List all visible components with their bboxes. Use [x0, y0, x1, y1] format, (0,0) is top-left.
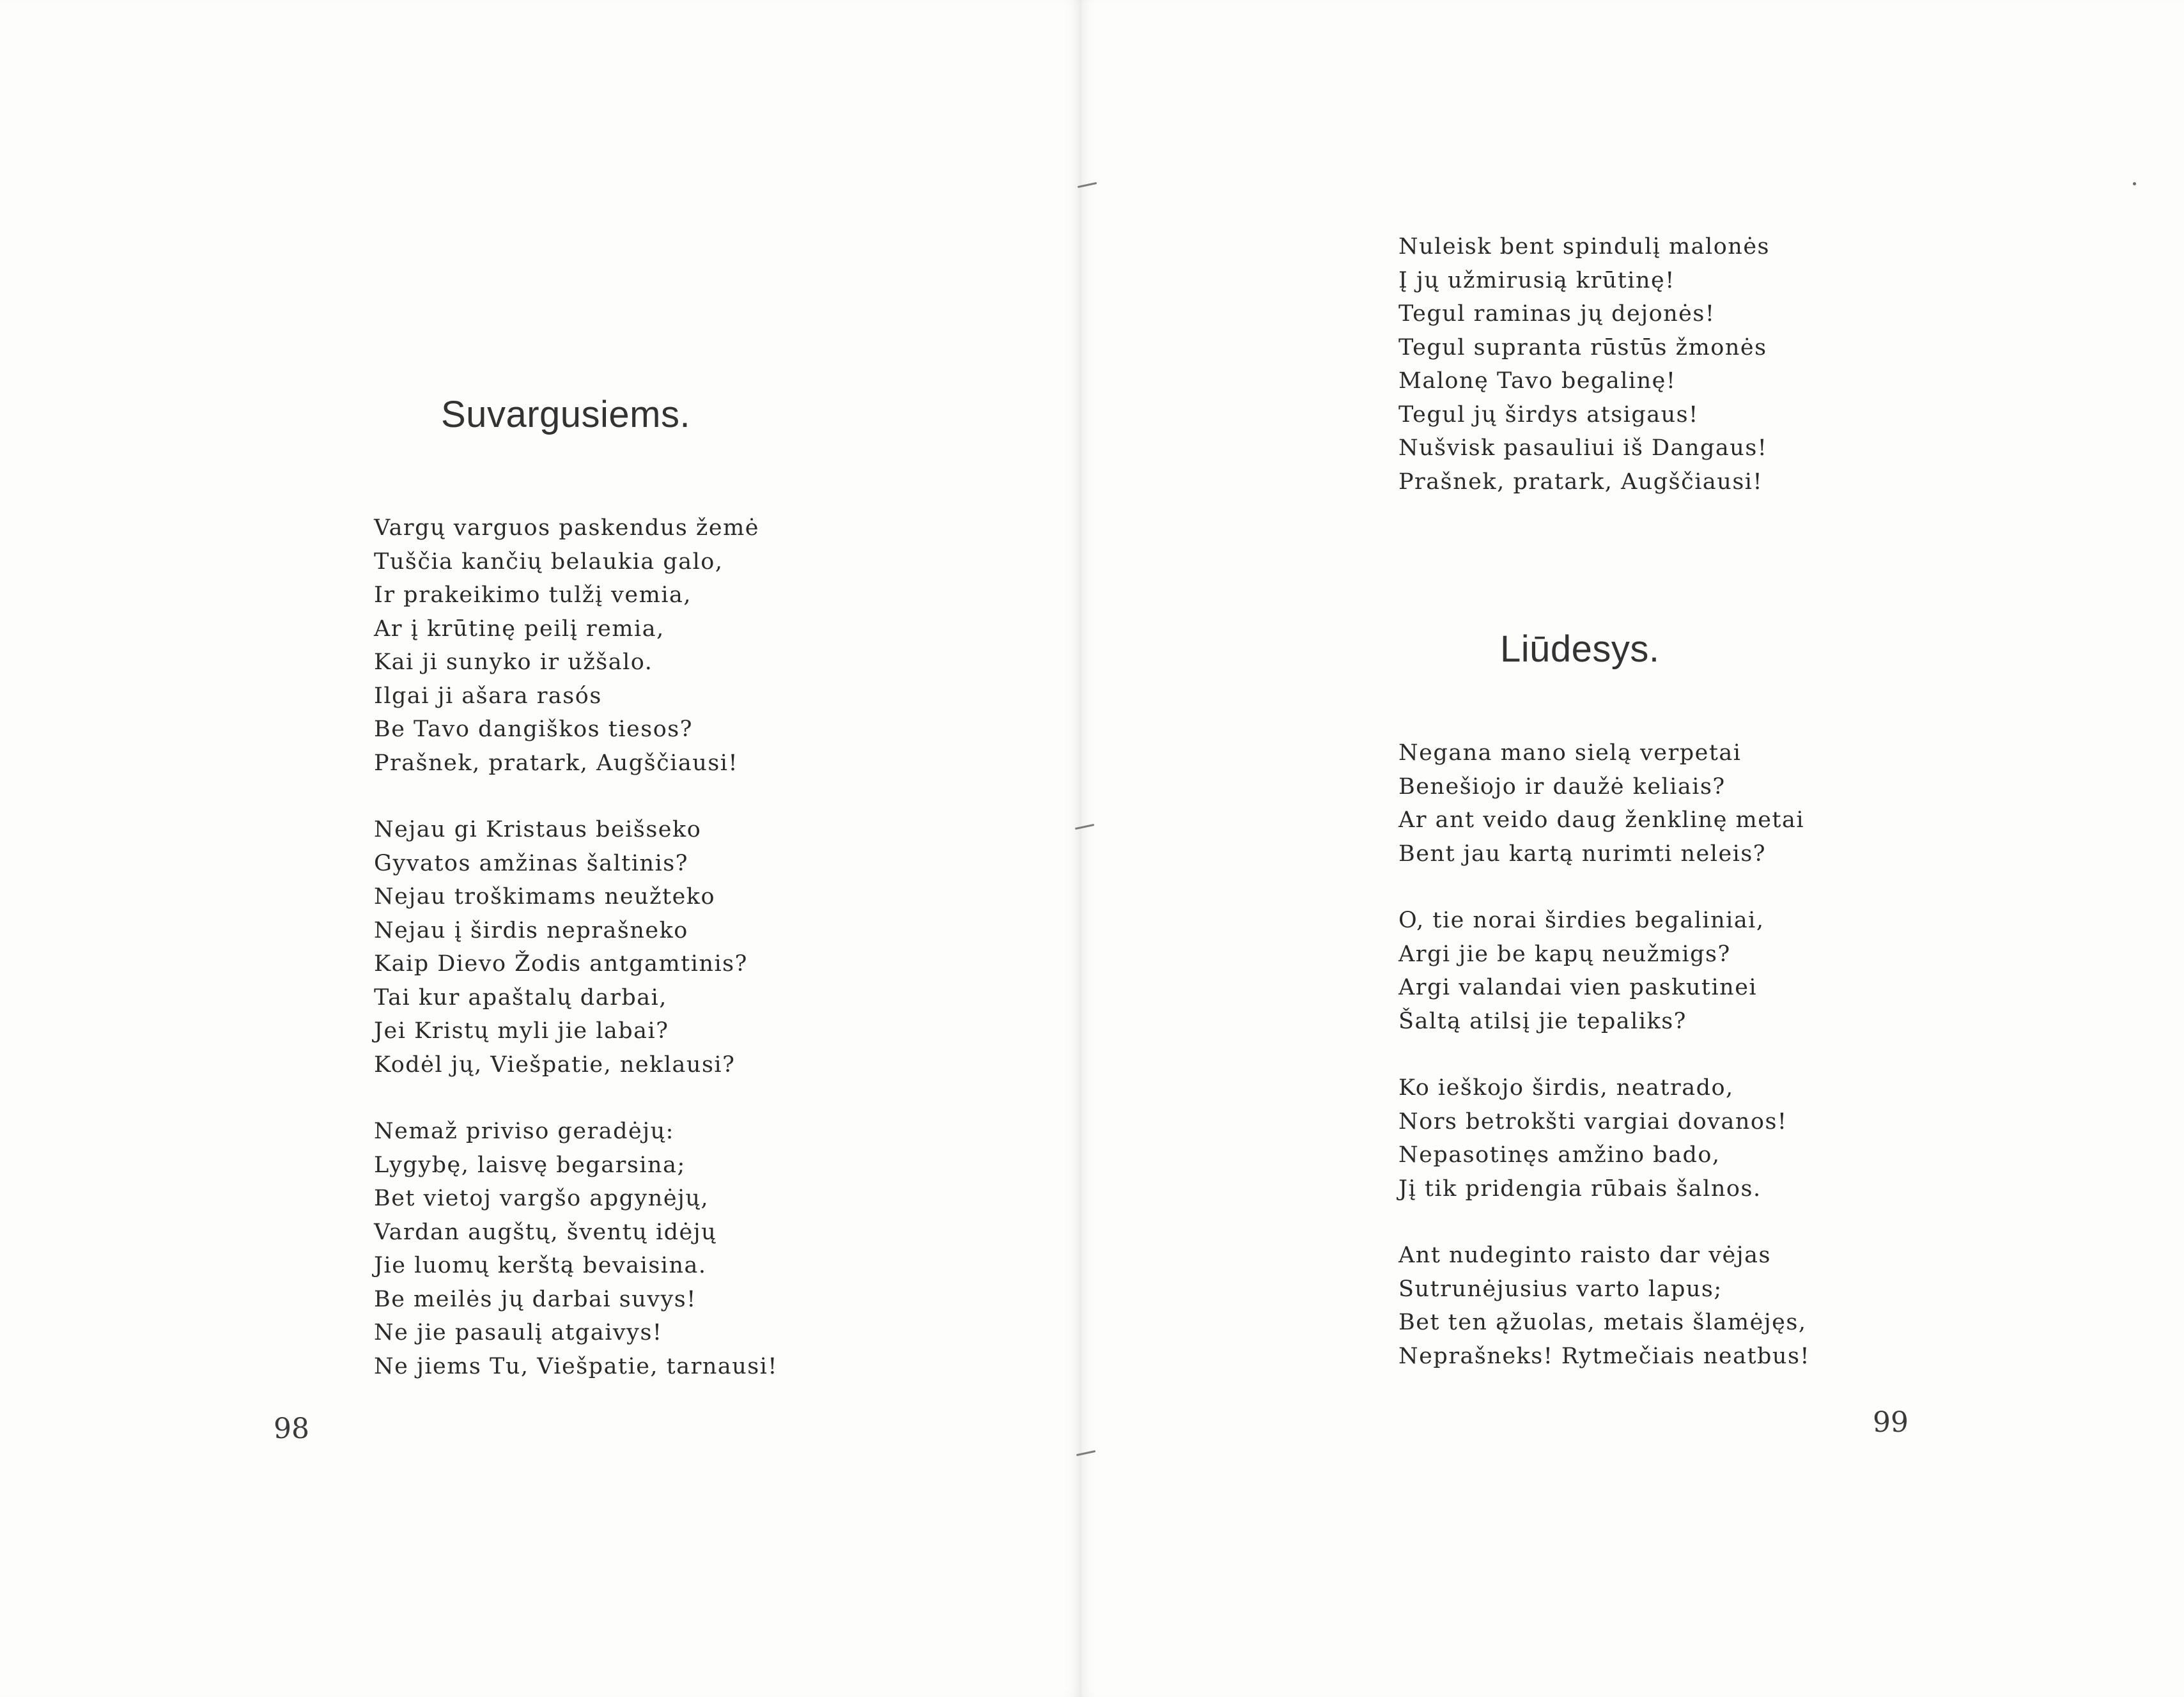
- poem-line: Tegul jų širdys atsigaus!: [1398, 401, 1699, 428]
- poem-line: O, tie norai širdies begaliniai,: [1398, 908, 1765, 933]
- poem-line: Jie luomų kerštą bevaisina.: [374, 1253, 707, 1278]
- poem-line: Nušvisk pasauliui iš Dangaus!: [1398, 435, 1768, 461]
- poem-line: Ilgai ji ašara rasós: [374, 683, 602, 709]
- poem-line: Nuleisk bent spindulį malonės: [1398, 234, 1770, 260]
- poem-line: Kodėl jų, Viešpatie, neklausi?: [374, 1051, 736, 1078]
- poem-line: Ant nudeginto raisto dar vėjas: [1398, 1243, 1771, 1268]
- poem-line: Ne jie pasaulį atgaivys!: [374, 1320, 663, 1345]
- poem-line: Nejau troškimams neužteko: [374, 884, 716, 910]
- poem-line: Nejau į širdis neprašneko: [374, 917, 688, 943]
- poem-line: Vargų varguos paskendus žemė: [374, 515, 759, 541]
- page-number-left: 98: [274, 1413, 309, 1445]
- poem-line: Jį tik pridengia rūbais šalnos.: [1398, 1175, 1762, 1202]
- stanza: [1398, 736, 1810, 871]
- poem-line: Nemaž priviso geradėjų:: [374, 1119, 674, 1144]
- stanza: [374, 813, 778, 1081]
- poem-line: Be Tavo dangiškos tiesos?: [374, 717, 693, 742]
- poem-line: Ir prakeikimo tulžį vemia,: [374, 582, 692, 608]
- poem-line: Malonę Tavo begalinę!: [1398, 368, 1677, 394]
- stanza: [1398, 1071, 1810, 1205]
- poem-title-suvargusiems: Suvargusiems.: [441, 394, 691, 435]
- poem-line: Benešiojo ir daužė keliais?: [1398, 773, 1726, 800]
- poem-line: Tegul raminas jų dejonės!: [1398, 301, 1715, 327]
- poem-line: Tuščia kančių belaukia galo,: [374, 548, 724, 575]
- poem-line: Lygybę, laisvę begarsina;: [374, 1152, 686, 1178]
- poem-line: Bet vietoj vargšo apgynėjų,: [374, 1186, 709, 1211]
- stanza: [374, 1115, 778, 1383]
- poem-line: Vardan augštų, šventų idėjų: [374, 1219, 717, 1245]
- stanza: [1398, 904, 1810, 1038]
- page-number-right: 99: [1873, 1406, 1909, 1439]
- poem-line: Bet ten ąžuolas, metais šlamėjęs,: [1398, 1310, 1807, 1335]
- poem-line: Šaltą atilsį jie tepaliks?: [1398, 1008, 1687, 1034]
- poem-line: Ko ieškojo širdis, neatrado,: [1398, 1075, 1734, 1101]
- poem-line: Gyvatos amžinas šaltinis?: [374, 850, 689, 876]
- poem-line: Be meilės jų darbai suvys!: [374, 1286, 697, 1312]
- poem-line: Nepasotinęs amžino bado,: [1398, 1142, 1721, 1168]
- right-page: [1081, 0, 2184, 1697]
- left-page: [0, 0, 1081, 1697]
- poem-line: Į jų užmirusią krūtinę!: [1398, 267, 1675, 293]
- poem-line: Argi valandai vien paskutinei: [1398, 975, 1758, 1000]
- poem-line: Ar ant veido daug ženklinę metai: [1398, 807, 1805, 833]
- poem-line: Nejau gi Kristaus beišseko: [374, 817, 702, 842]
- stanza: [374, 511, 778, 780]
- stanza: [1398, 230, 1770, 499]
- poem-line: Jei Kristų myli jie labai?: [374, 1018, 669, 1044]
- poem-line: Neprašneks! Rytmečiais neatbus!: [1398, 1343, 1810, 1369]
- poem-suvargusiems: [374, 511, 778, 1416]
- poem-line: Prašnek, pratark, Augščiausi!: [374, 750, 739, 776]
- poem-line: Tai kur apaštalų darbai,: [374, 984, 667, 1011]
- poem-line: Tegul supranta rūstūs žmonės: [1398, 334, 1767, 360]
- poem-line: Kaip Dievo Žodis antgamtinis?: [374, 951, 748, 977]
- stanza: [1398, 1239, 1810, 1373]
- poem-line: Ar į krūtinę peilį remia,: [374, 616, 665, 642]
- poem-line: Argi jie be kapų neužmigs?: [1398, 941, 1731, 967]
- poem-liudesys: [1398, 736, 1810, 1406]
- poem-title-liudesys: Liūdesys.: [1500, 628, 1660, 670]
- poem-continuation: [1398, 230, 1770, 532]
- poem-line: Prašnek, pratark, Augščiausi!: [1398, 469, 1763, 495]
- poem-line: Nors betrokšti vargiai dovanos!: [1398, 1108, 1788, 1135]
- poem-line: Sutrunėjusius varto lapus;: [1398, 1276, 1723, 1302]
- poem-line: Bent jau kartą nurimti neleis?: [1398, 841, 1767, 867]
- paper-speck: [2133, 182, 2136, 185]
- poem-line: Negana mano sielą verpetai: [1398, 740, 1742, 766]
- poem-line: Ne jiems Tu, Viešpatie, tarnausi!: [374, 1353, 778, 1379]
- poem-line: Kai ji sunyko ir užšalo.: [374, 649, 653, 675]
